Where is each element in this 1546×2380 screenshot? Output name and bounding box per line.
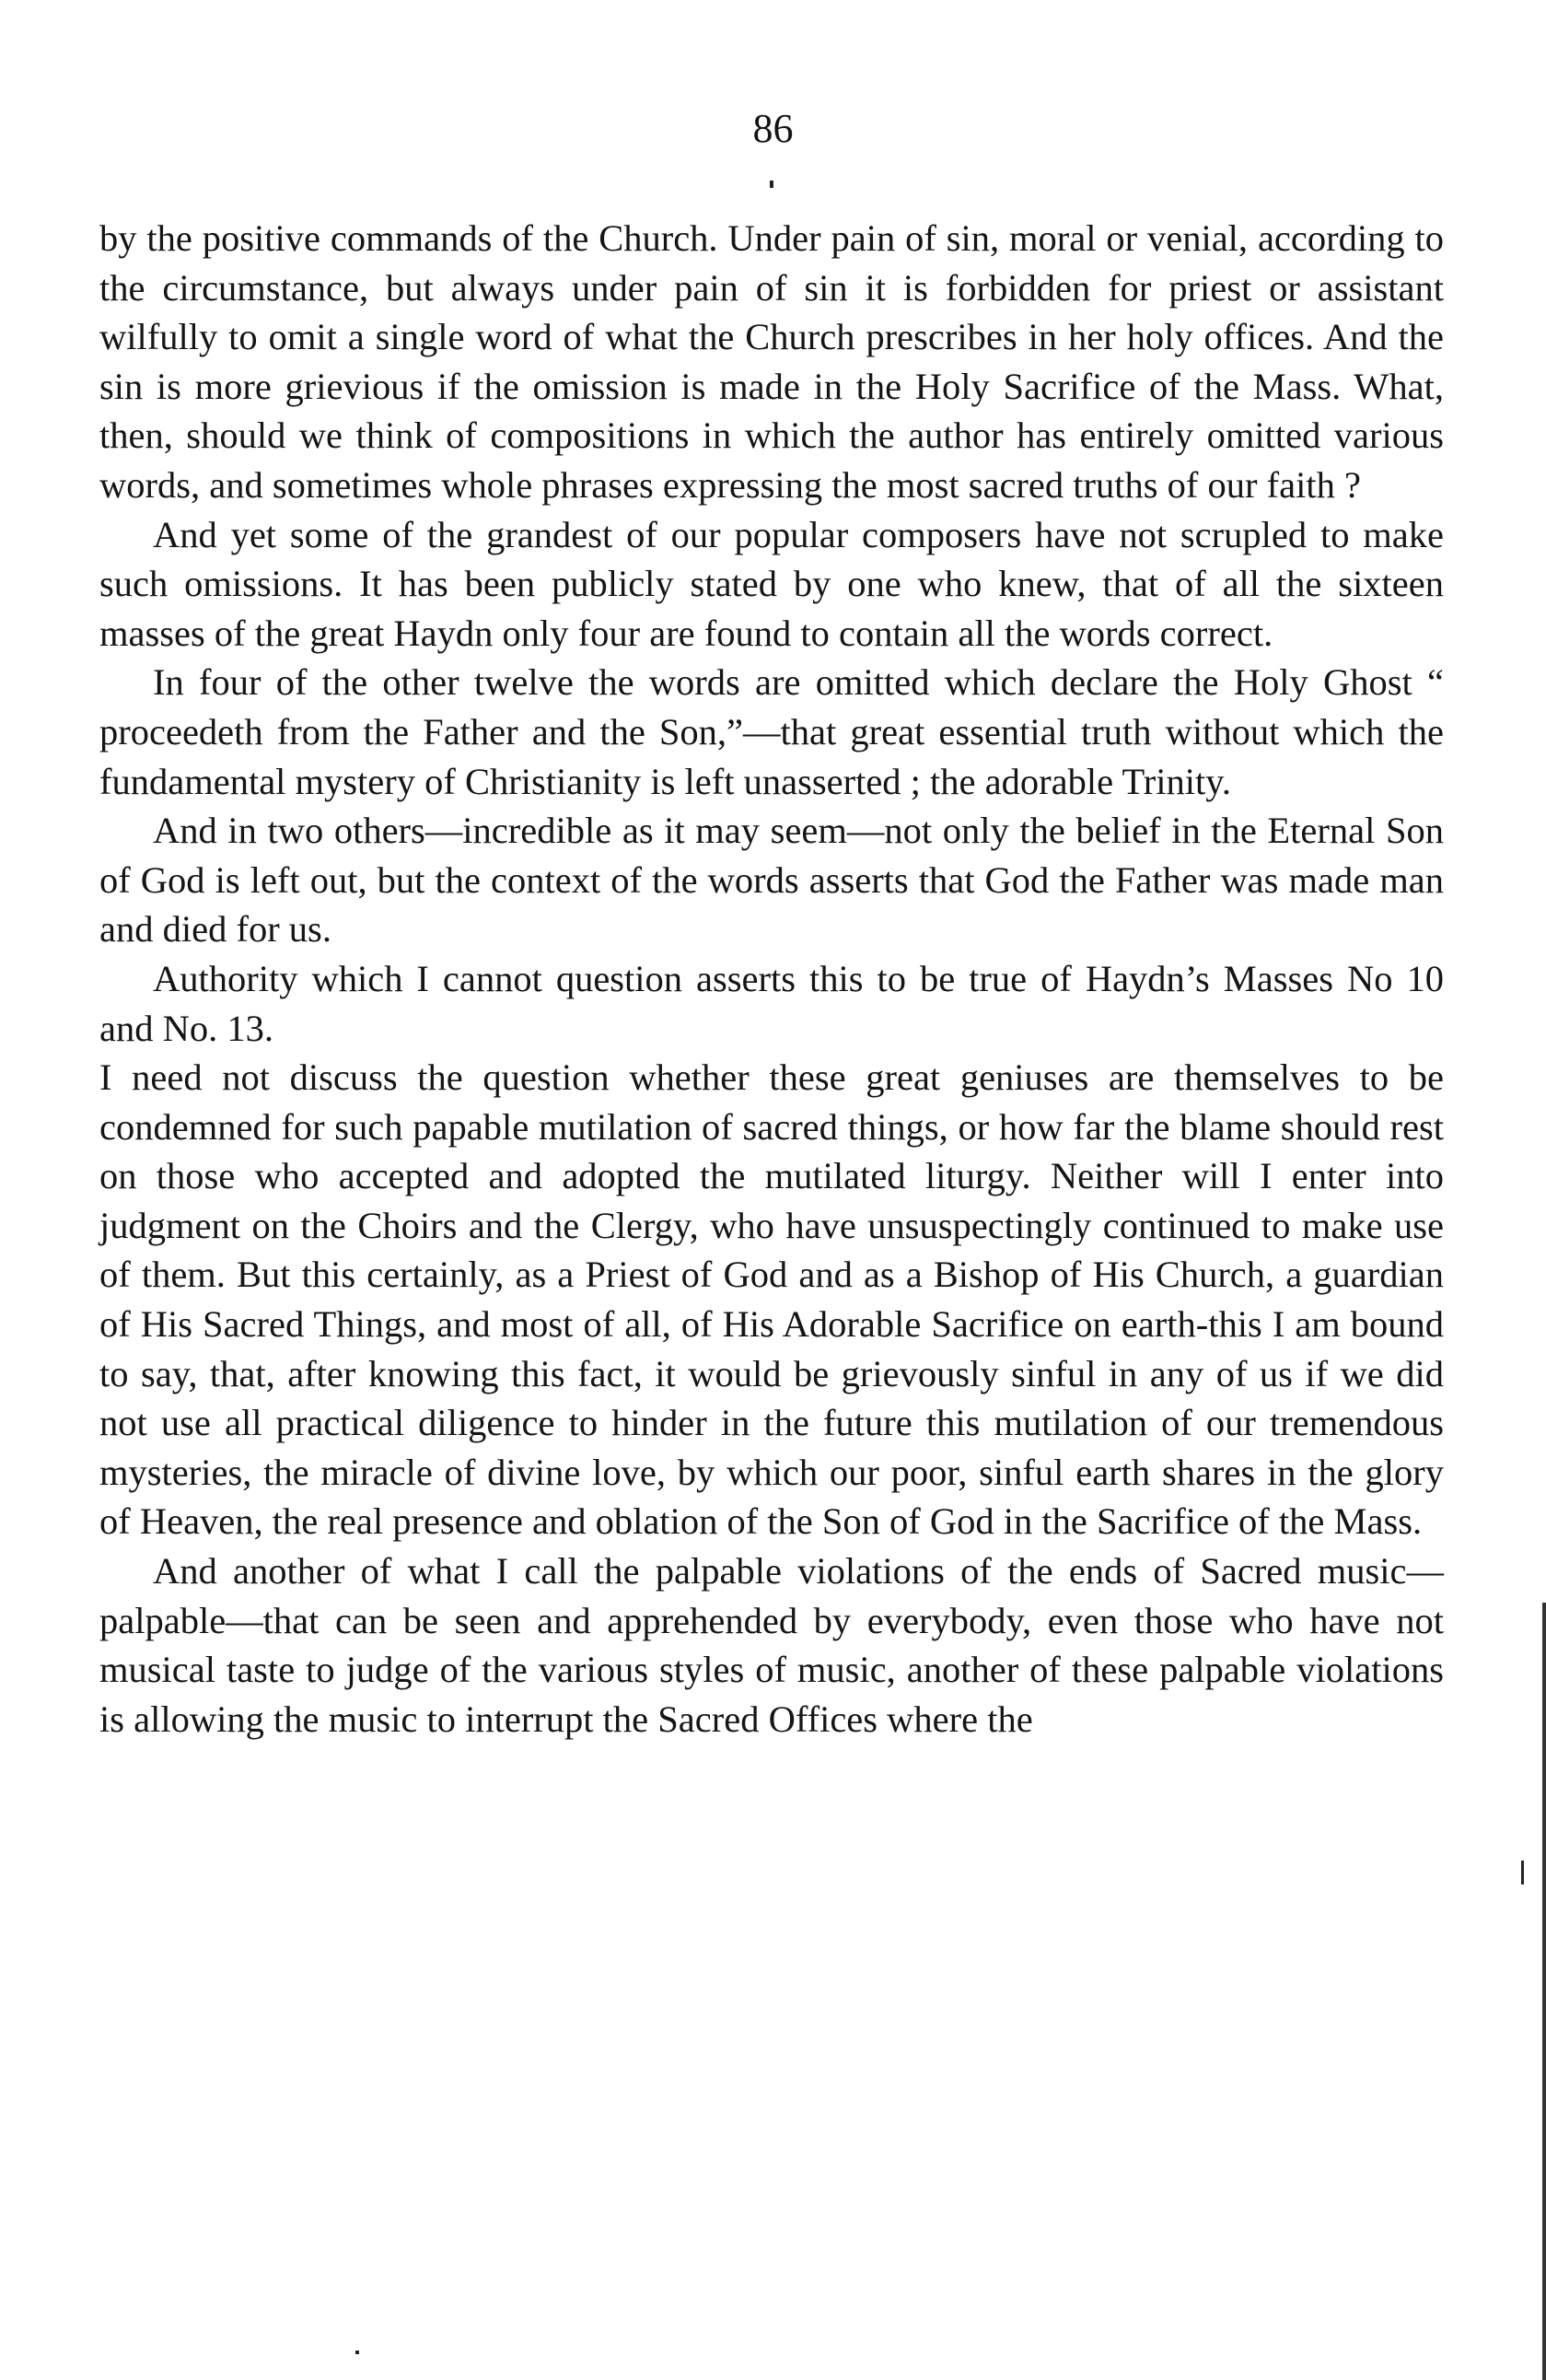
paragraph-eternal-son: And in two others—incredible as it may seem—not only the belief in the Eternal Son of God is left out, but the context of the words asserts that God the Father was made man and died for us. — [99, 810, 1444, 951]
print-speck-top — [770, 181, 773, 188]
paragraph-holy-ghost: In four of the other twelve the words are omitted which declare the Holy Ghost “ proceedeth from the Father and the Son,”—that great essential truth without which the fundamental mystery of Christianity is left unasserted ; the adorable Trinity. — [99, 661, 1444, 802]
page-edge-tick — [1521, 1861, 1524, 1884]
print-speck-bottom — [355, 2351, 359, 2354]
paragraph-need-not-discuss: I need not discuss the question whether these great geniuses are themselves to be condemned for such papable mutilation of sacred things, or how far the blame should rest on those who accepted and adopted the mutilated liturgy. Neither will I enter into judgment on the Choirs and the Clergy, who have unsuspectingly continued to make use of them. But this certainly, as a Priest of God and as a Bishop of His Church, a guardian of His Sacred Things, and most of all, of His Adorable Sacrifice on earth-this I am bound to say, that, after knowing this fact, it would be grievously sinful in any of us if we did not use all practical diligence to hinder in the future this mutilation of our tremendous mysteries, the miracle of divine love, by which our poor, sinful earth shares in the glory of Heaven, the real presence and oblation of the Son of God in the Sacrifice of the Mass. — [99, 1056, 1444, 1543]
paragraph-authority: Authority which I cannot question asserts this to be true of Haydn’s Masses No 10 and No. 13. — [99, 957, 1444, 1049]
page-body — [99, 214, 1444, 1744]
page-edge-line — [1542, 1603, 1546, 2380]
paragraph-palpable-violations: And another of what I call the palpable violations of the ends of Sacred music—palpable—that can be seen and apprehended by everybody, even those who have not musical taste to judge of the various styles of music, another of these palpable violations is allowing the music to interrupt the Sacred Offices where the — [99, 1550, 1444, 1740]
paragraph-composers-omissions: And yet some of the grandest of our popular composers have not scrupled to make such omissions. It has been publicly stated by one who knew, that of all the sixteen masses of the great Haydn only four are found to contain all the words correct. — [99, 513, 1444, 654]
paragraph-continuation: by the positive commands of the Church. Under pain of sin, moral or venial, according to the circumstance, but always under pain of sin it is forbidden for priest or assistant wilfully to omit a single word of what the Church prescribes in her holy offices. And the sin is more grievious if the omission is made in the Holy Sacrifice of the Mass. What, then, should we think of compositions in which the author has entirely omitted various words, and sometimes whole phrases expressing the most sacred truths of our faith ? — [99, 217, 1444, 506]
page-number: 86 — [752, 106, 794, 151]
